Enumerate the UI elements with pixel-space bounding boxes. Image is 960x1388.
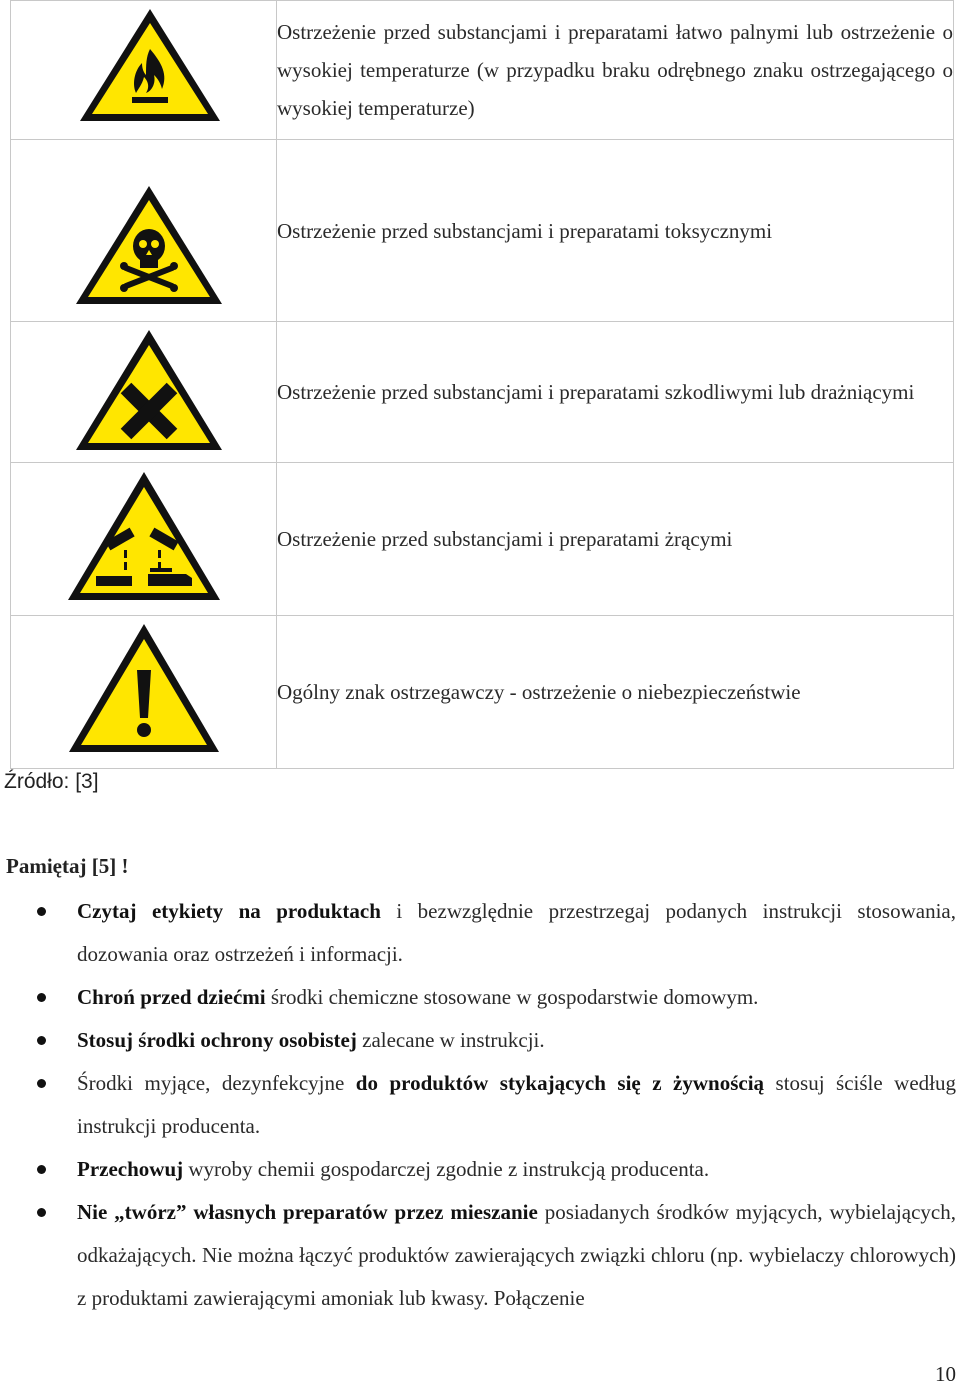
- sign-cell: [11, 1, 277, 140]
- tip-bold: Nie „twórz” własnych preparatów przez mieszanie: [77, 1200, 538, 1224]
- sign-row-toxic: [11, 140, 954, 322]
- tip-bold: Przechowuj: [77, 1157, 184, 1181]
- sign-description: Ostrzeżenie przed substancjami i preparatami żrącymi: [277, 463, 954, 616]
- sign-description: Ostrzeżenie przed substancjami i preparatami łatwo palnymi lub ostrzeżenie o wysokiej temperaturze (w przypadku braku odrębnego znaku ostrzegającego o wysokiej temperaturze): [277, 1, 954, 140]
- bullet-icon: [37, 993, 46, 1002]
- tip-text: stosuj ściśle według instrukcji producenta.: [77, 1071, 957, 1138]
- tip-bold: Chroń przed dziećmi: [77, 985, 266, 1009]
- tip-text: Środki myjące, dezynfekcyjne: [77, 1071, 356, 1095]
- sign-description: Ostrzeżenie przed substancjami i preparatami toksycznymi: [277, 140, 954, 322]
- list-item: [0, 976, 956, 1019]
- bullet-icon: [37, 1208, 46, 1217]
- sign-row-harmful: [11, 322, 954, 463]
- sign-row-corrosive: [11, 463, 954, 616]
- page-number: 10: [935, 1362, 956, 1386]
- tip-text: wyroby chemii gospodarczej zgodnie z instrukcją producenta.: [183, 1157, 710, 1181]
- list-item: [0, 1062, 956, 1148]
- sign-row-general: [11, 616, 954, 769]
- source-reference: Źródło: [3]: [4, 770, 99, 793]
- sign-cell: [11, 463, 277, 616]
- sign-row-flammable: [11, 1, 954, 140]
- sign-cell: [11, 140, 277, 322]
- list-item: [0, 890, 956, 976]
- sign-cell: [11, 322, 277, 463]
- list-item: [0, 1148, 956, 1191]
- safety-tips-list: [0, 890, 956, 1320]
- sign-cell: [11, 616, 277, 769]
- bullet-icon: [37, 907, 46, 916]
- list-item: [0, 1019, 956, 1062]
- tip-text: zalecane w instrukcji.: [356, 1028, 545, 1052]
- tip-bold: Czytaj etykiety na produktach: [77, 899, 381, 923]
- warning-signs-table: [10, 0, 954, 769]
- bullet-icon: [37, 1079, 46, 1088]
- list-item: [0, 1191, 956, 1320]
- corrosive-warning-icon: [66, 470, 222, 602]
- tip-bold: do produktów stykających się z żywnością: [355, 1071, 765, 1095]
- flame-warning-icon: [76, 5, 224, 125]
- tip-text: środki chemiczne stosowane w gospodarstwie domowym.: [265, 985, 759, 1009]
- tip-bold: Stosuj środki ochrony osobistej: [77, 1028, 357, 1052]
- sign-description: Ogólny znak ostrzegawczy - ostrzeżenie o niebezpieczeństwie: [277, 616, 954, 769]
- x-cross-warning-icon: [74, 328, 224, 452]
- skull-crossbones-warning-icon: [74, 184, 224, 306]
- bullet-icon: [37, 1036, 46, 1045]
- tip-text: i bezwzględnie przestrzegaj podanych instrukcji stosowania, dozowania oraz ostrzeżeń i informacji.: [77, 899, 956, 966]
- sign-description: Ostrzeżenie przed substancjami i preparatami szkodliwymi lub drażniącymi: [277, 322, 954, 463]
- remember-heading: Pamiętaj [5] !: [6, 854, 129, 878]
- exclamation-warning-icon: [67, 622, 221, 754]
- bullet-icon: [37, 1165, 46, 1174]
- tip-text: posiadanych środków myjących, wybielających, odkażających. Nie można łączyć produktów zawierających związki chloru (np. wybielaczy chlorowych) z produktami zawierającymi amoniak lub kwasy. Połączenie: [77, 1200, 956, 1310]
